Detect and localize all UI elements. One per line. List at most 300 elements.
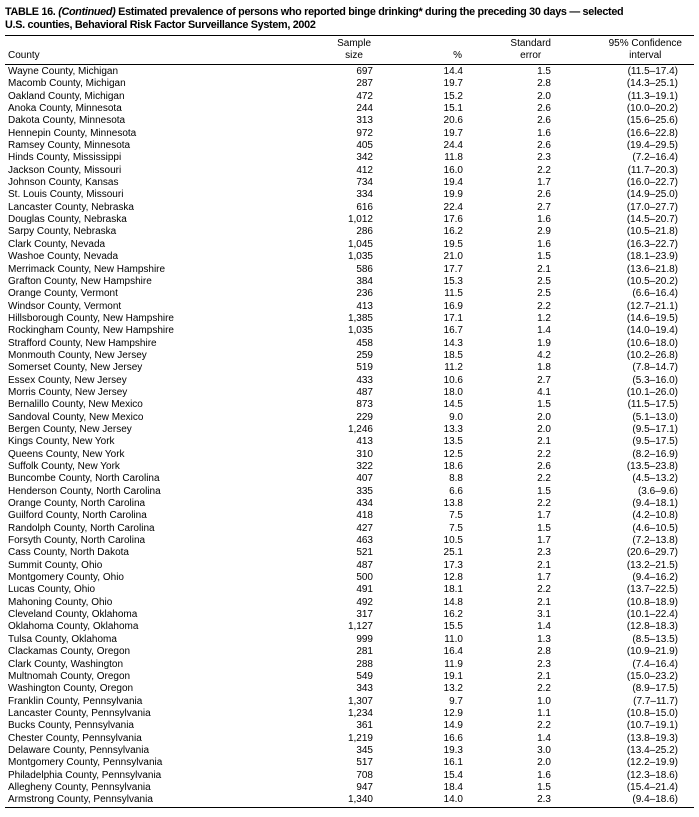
confidence-interval-cell: (5.3–16.0) xyxy=(632,374,678,386)
confidence-interval-cell: (8.5–13.5) xyxy=(632,633,678,645)
sample-size-cell: 1,035 xyxy=(347,325,373,337)
standard-error-header-line2: error xyxy=(520,49,542,61)
county-cell: Lucas County, Ohio xyxy=(8,584,96,596)
sample-size-cell: 407 xyxy=(356,473,373,485)
percent-cell: 19.4 xyxy=(443,177,463,189)
percent-cell: 15.1 xyxy=(443,103,463,115)
table-row xyxy=(5,313,694,325)
sample-size-column-header xyxy=(305,36,373,65)
percent-cell: 13.3 xyxy=(443,423,463,435)
sample-size-cell: 519 xyxy=(356,362,373,374)
standard-error-cell: 1.9 xyxy=(537,337,551,349)
sample-size-cell: 342 xyxy=(356,152,373,164)
county-cell: Orange County, North Carolina xyxy=(8,498,146,510)
percent-cell: 11.5 xyxy=(444,288,463,300)
county-cell: Monmouth County, New Jersey xyxy=(8,349,147,361)
standard-error-cell: 2.2 xyxy=(537,720,551,732)
standard-error-cell: 2.2 xyxy=(537,498,551,510)
standard-error-cell: 1.8 xyxy=(537,362,551,374)
percent-cell: 11.2 xyxy=(444,362,463,374)
county-cell: Sarpy County, Nebraska xyxy=(8,226,117,238)
county-cell: Ramsey County, Minnesota xyxy=(8,140,131,152)
confidence-interval-cell: (11.5–17.5) xyxy=(627,399,678,411)
confidence-interval-cell: (20.6–29.7) xyxy=(626,547,678,559)
percent-cell: 16.4 xyxy=(443,646,463,658)
confidence-interval-cell: (12.7–21.1) xyxy=(626,300,678,312)
table-row xyxy=(5,301,694,313)
percent-cell: 6.6 xyxy=(449,485,463,497)
table-row xyxy=(5,276,694,288)
table-header-row xyxy=(5,36,694,65)
percent-cell: 22.4 xyxy=(443,201,463,213)
confidence-interval-cell: (10.5–20.2) xyxy=(626,275,678,287)
county-cell: Wayne County, Michigan xyxy=(8,66,119,77)
percent-cell: 19.7 xyxy=(443,127,463,139)
confidence-interval-cell: (10.1–26.0) xyxy=(626,386,678,398)
confidence-interval-cell: (10.7–19.1) xyxy=(626,720,678,732)
county-cell: Orange County, Vermont xyxy=(8,288,118,300)
confidence-interval-cell: (14.5–20.7) xyxy=(626,214,678,226)
county-cell: Queens County, New York xyxy=(8,448,125,460)
standard-error-cell: 2.9 xyxy=(537,226,551,238)
county-cell: Clark County, Washington xyxy=(8,658,124,670)
percent-cell: 17.7 xyxy=(443,263,463,275)
table-row xyxy=(5,621,694,633)
county-cell: Bucks County, Pennsylvania xyxy=(8,720,134,732)
county-cell: Montgomery County, Pennsylvania xyxy=(8,757,163,769)
county-cell: Anoka County, Minnesota xyxy=(8,103,122,115)
county-cell: Clark County, Nevada xyxy=(8,238,106,250)
percent-cell: 13.2 xyxy=(443,683,463,695)
table-row xyxy=(5,584,694,596)
table-row xyxy=(5,189,694,201)
sample-size-cell: 1,219 xyxy=(347,732,373,744)
standard-error-cell: 1.6 xyxy=(537,238,551,250)
percent-cell: 19.9 xyxy=(443,189,463,201)
table-row xyxy=(5,226,694,238)
sample-size-cell: 413 xyxy=(356,436,373,448)
county-cell: Clackamas County, Oregon xyxy=(8,646,131,658)
confidence-interval-cell: (13.6–21.8) xyxy=(626,263,678,275)
standard-error-cell: 1.1 xyxy=(537,707,551,719)
percent-cell: 16.0 xyxy=(443,164,463,176)
county-cell: Buncombe County, North Carolina xyxy=(8,473,160,485)
standard-error-cell: 2.2 xyxy=(537,448,551,460)
standard-error-cell: 1.5 xyxy=(537,485,551,497)
percent-cell: 19.7 xyxy=(443,78,463,90)
table-row xyxy=(5,412,694,424)
standard-error-cell: 2.2 xyxy=(537,584,551,596)
sample-size-cell: 1,246 xyxy=(347,423,373,435)
confidence-interval-cell: (9.5–17.1) xyxy=(632,423,678,435)
standard-error-cell: 2.5 xyxy=(537,288,551,300)
percent-cell: 9.7 xyxy=(449,695,463,707)
sample-size-cell: 517 xyxy=(356,757,373,769)
confidence-interval-cell: (19.4–29.5) xyxy=(626,140,678,152)
sample-size-cell: 463 xyxy=(356,535,373,547)
standard-error-cell: 1.6 xyxy=(537,769,551,781)
sample-size-cell: 1,307 xyxy=(347,695,373,707)
table-title xyxy=(5,6,694,32)
standard-error-cell: 2.1 xyxy=(537,436,551,448)
confidence-interval-cell: (4.5–13.2) xyxy=(632,473,678,485)
percent-column-header: % xyxy=(373,36,463,65)
standard-error-cell: 1.0 xyxy=(537,695,551,707)
confidence-interval-cell: (15.0–23.2) xyxy=(626,670,678,682)
percent-cell: 11.0 xyxy=(444,633,463,645)
county-cell: Delaware County, Pennsylvania xyxy=(8,744,150,756)
percent-cell: 17.1 xyxy=(443,312,463,324)
table-row xyxy=(5,449,694,461)
standard-error-cell: 1.7 xyxy=(537,572,551,584)
confidence-interval-cell: (10.8–15.0) xyxy=(626,707,678,719)
sample-size-cell: 521 xyxy=(356,547,373,559)
percent-cell: 12.5 xyxy=(443,448,463,460)
confidence-interval-cell: (16.3–22.7) xyxy=(626,238,678,250)
standard-error-cell: 2.6 xyxy=(537,140,551,152)
table-row xyxy=(5,659,694,671)
percent-cell: 15.4 xyxy=(443,769,463,781)
confidence-interval-cell: (14.9–25.0) xyxy=(626,189,678,201)
standard-error-cell: 1.7 xyxy=(537,535,551,547)
sample-size-cell: 345 xyxy=(356,744,373,756)
sample-size-cell: 286 xyxy=(356,226,373,238)
table-row xyxy=(5,486,694,498)
standard-error-header-line1: Standard xyxy=(510,38,551,49)
confidence-interval-cell: (6.6–16.4) xyxy=(632,288,678,300)
table-row xyxy=(5,720,694,732)
standard-error-cell: 2.3 xyxy=(537,152,551,164)
county-cell: Grafton County, New Hampshire xyxy=(8,275,152,287)
county-cell: Oakland County, Michigan xyxy=(8,90,125,102)
table-row xyxy=(5,202,694,214)
table-row xyxy=(5,523,694,535)
percent-cell: 16.2 xyxy=(443,609,463,621)
percent-cell: 14.9 xyxy=(443,720,463,732)
table-row xyxy=(5,387,694,399)
standard-error-cell: 2.3 xyxy=(537,794,551,806)
sample-size-cell: 491 xyxy=(356,584,373,596)
county-cell: Henderson County, North Carolina xyxy=(8,485,161,497)
standard-error-cell: 2.3 xyxy=(537,547,551,559)
table-row xyxy=(5,399,694,411)
county-cell: Cass County, North Dakota xyxy=(8,547,129,559)
table-row xyxy=(5,128,694,140)
county-cell: Multnomah County, Oregon xyxy=(8,670,131,682)
table-row xyxy=(5,115,694,127)
standard-error-cell: 2.8 xyxy=(537,646,551,658)
confidence-interval-cell: (11.5–17.4) xyxy=(627,66,678,77)
percent-cell: 18.1 xyxy=(443,584,463,596)
county-cell: Lancaster County, Pennsylvania xyxy=(8,707,151,719)
sample-size-cell: 413 xyxy=(356,300,373,312)
table-row xyxy=(5,239,694,251)
table-row xyxy=(5,609,694,621)
standard-error-cell: 1.5 xyxy=(537,399,551,411)
table-row xyxy=(5,794,694,807)
sample-size-cell: 1,234 xyxy=(347,707,373,719)
table-row xyxy=(5,510,694,522)
table-row xyxy=(5,683,694,695)
standard-error-cell: 1.5 xyxy=(537,522,551,534)
percent-cell: 19.5 xyxy=(443,238,463,250)
sample-size-cell: 322 xyxy=(356,461,373,472)
table-row xyxy=(5,745,694,757)
standard-error-cell: 1.5 xyxy=(537,781,551,793)
table-row xyxy=(5,214,694,226)
sample-size-cell: 244 xyxy=(356,103,373,115)
county-cell: Summit County, Ohio xyxy=(8,559,103,571)
percent-cell: 10.5 xyxy=(443,535,463,547)
confidence-interval-cell: (13.5–23.8) xyxy=(626,461,678,472)
table-row xyxy=(5,696,694,708)
confidence-interval-cell: (10.0–20.2) xyxy=(626,103,678,115)
county-cell: Bergen County, New Jersey xyxy=(8,423,132,435)
county-cell: Philadelphia County, Pennsylvania xyxy=(8,769,162,781)
table-row xyxy=(5,708,694,720)
county-cell: Cleveland County, Oklahoma xyxy=(8,609,138,621)
county-cell: Sandoval County, New Mexico xyxy=(8,411,144,423)
confidence-interval-cell: (12.8–18.3) xyxy=(626,621,678,633)
table-row xyxy=(5,288,694,300)
sample-size-cell: 1,385 xyxy=(347,312,373,324)
standard-error-cell: 3.1 xyxy=(537,609,551,621)
percent-cell: 16.2 xyxy=(443,226,463,238)
table-row xyxy=(5,338,694,350)
confidence-interval-header-stack xyxy=(609,38,682,61)
county-cell: Merrimack County, New Hampshire xyxy=(8,263,166,275)
confidence-interval-cell: (3.6–9.6) xyxy=(637,485,678,497)
table-body xyxy=(5,65,694,808)
county-cell: Suffolk County, New York xyxy=(8,461,120,472)
county-cell: Macomb County, Michigan xyxy=(8,78,126,90)
sample-size-header-line1: Sample xyxy=(337,38,371,49)
percent-cell: 20.6 xyxy=(443,115,463,127)
sample-size-cell: 229 xyxy=(356,411,373,423)
confidence-interval-cell: (7.2–16.4) xyxy=(632,152,678,164)
table-row xyxy=(5,140,694,152)
standard-error-cell: 1.5 xyxy=(537,251,551,263)
confidence-interval-cell: (14.6–19.5) xyxy=(626,312,678,324)
sample-size-cell: 972 xyxy=(356,127,373,139)
confidence-interval-cell: (12.3–18.6) xyxy=(626,769,678,781)
standard-error-cell: 2.1 xyxy=(537,263,551,275)
county-cell: Oklahoma County, Oklahoma xyxy=(8,621,139,633)
table-row xyxy=(5,473,694,485)
confidence-interval-cell: (13.4–25.2) xyxy=(626,744,678,756)
sample-size-cell: 492 xyxy=(356,596,373,608)
standard-error-cell: 2.3 xyxy=(537,658,551,670)
confidence-interval-column-header xyxy=(551,36,694,65)
county-cell: Armstrong County, Pennsylvania xyxy=(8,794,153,806)
table-row xyxy=(5,177,694,189)
confidence-interval-cell: (10.5–21.8) xyxy=(626,226,678,238)
standard-error-cell: 2.2 xyxy=(537,300,551,312)
county-cell: Hillsborough County, New Hampshire xyxy=(8,312,174,324)
table-row xyxy=(5,461,694,473)
county-column-header: County xyxy=(5,36,305,65)
sample-size-cell: 412 xyxy=(356,164,373,176)
percent-cell: 9.0 xyxy=(449,411,463,423)
percent-cell: 15.3 xyxy=(443,275,463,287)
percent-cell: 16.9 xyxy=(443,300,463,312)
percent-cell: 15.5 xyxy=(443,621,463,633)
sample-size-cell: 1,045 xyxy=(347,238,373,250)
county-cell: Rockingham County, New Hampshire xyxy=(8,325,174,337)
table-row xyxy=(5,547,694,559)
percent-cell: 17.3 xyxy=(443,559,463,571)
table-row xyxy=(5,634,694,646)
county-cell: Washoe County, Nevada xyxy=(8,251,119,263)
confidence-interval-cell: (10.6–18.0) xyxy=(626,337,678,349)
standard-error-cell: 1.6 xyxy=(537,214,551,226)
standard-error-cell: 2.6 xyxy=(537,461,551,472)
standard-error-cell: 2.1 xyxy=(537,670,551,682)
table-row xyxy=(5,78,694,90)
confidence-interval-header-line1: 95% Confidence xyxy=(608,38,682,49)
county-cell: Morris County, New Jersey xyxy=(8,386,128,398)
sample-size-cell: 236 xyxy=(356,288,373,300)
sample-size-cell: 384 xyxy=(356,275,373,287)
table-row xyxy=(5,757,694,769)
percent-cell: 24.4 xyxy=(443,140,463,152)
standard-error-cell: 2.7 xyxy=(537,201,551,213)
sample-size-cell: 500 xyxy=(356,572,373,584)
percent-cell: 16.7 xyxy=(443,325,463,337)
standard-error-cell: 2.0 xyxy=(537,411,551,423)
percent-cell: 8.8 xyxy=(449,473,463,485)
confidence-interval-cell: (8.9–17.5) xyxy=(632,683,678,695)
standard-error-cell: 1.4 xyxy=(537,325,551,337)
county-cell: St. Louis County, Missouri xyxy=(8,189,124,201)
county-cell: Somerset County, New Jersey xyxy=(8,362,143,374)
standard-error-cell: 2.6 xyxy=(537,103,551,115)
county-cell: Tulsa County, Oklahoma xyxy=(8,633,117,645)
table-row xyxy=(5,424,694,436)
sample-size-cell: 947 xyxy=(356,781,373,793)
standard-error-cell: 3.0 xyxy=(537,744,551,756)
sample-size-cell: 259 xyxy=(356,349,373,361)
county-cell: Allegheny County, Pennsylvania xyxy=(8,781,151,793)
confidence-interval-cell: (4.6–10.5) xyxy=(632,522,678,534)
confidence-interval-cell: (16.0–22.7) xyxy=(626,177,678,189)
sample-size-cell: 313 xyxy=(356,115,373,127)
percent-cell: 11.8 xyxy=(444,152,463,164)
sample-size-cell: 1,035 xyxy=(347,251,373,263)
sample-size-cell: 549 xyxy=(356,670,373,682)
confidence-interval-cell: (5.1–13.0) xyxy=(632,411,678,423)
percent-cell: 12.9 xyxy=(443,707,463,719)
standard-error-cell: 2.2 xyxy=(537,683,551,695)
sample-size-cell: 405 xyxy=(356,140,373,152)
percent-cell: 13.8 xyxy=(443,498,463,510)
standard-error-cell: 2.8 xyxy=(537,78,551,90)
confidence-interval-cell: (14.0–19.4) xyxy=(626,325,678,337)
table-row xyxy=(5,103,694,115)
percent-cell: 17.6 xyxy=(443,214,463,226)
county-cell: Mahoning County, Ohio xyxy=(8,596,113,608)
standard-error-cell: 1.7 xyxy=(537,177,551,189)
confidence-interval-cell: (9.4–18.6) xyxy=(632,794,678,806)
confidence-interval-cell: (11.3–19.1) xyxy=(627,90,678,102)
table-row xyxy=(5,671,694,683)
county-cell: Johnson County, Kansas xyxy=(8,177,119,189)
confidence-interval-cell: (15.6–25.6) xyxy=(626,115,678,127)
standard-error-cell: 4.1 xyxy=(537,386,551,398)
standard-error-cell: 1.5 xyxy=(537,66,551,77)
sample-size-cell: 334 xyxy=(356,189,373,201)
percent-cell: 19.3 xyxy=(443,744,463,756)
table-title-line1 xyxy=(5,6,694,19)
sample-size-cell: 343 xyxy=(356,683,373,695)
sample-size-cell: 999 xyxy=(356,633,373,645)
confidence-interval-cell: (10.2–26.8) xyxy=(626,349,678,361)
table-row xyxy=(5,436,694,448)
table-row xyxy=(5,572,694,584)
county-cell: Dakota County, Minnesota xyxy=(8,115,126,127)
sample-size-cell: 708 xyxy=(356,769,373,781)
confidence-interval-cell: (11.7–20.3) xyxy=(627,164,678,176)
table-row xyxy=(5,165,694,177)
sample-size-cell: 433 xyxy=(356,374,373,386)
percent-cell: 25.1 xyxy=(443,547,463,559)
percent-cell: 14.8 xyxy=(443,596,463,608)
title-continued: (Continued) xyxy=(58,6,116,18)
percent-cell: 12.8 xyxy=(443,572,463,584)
standard-error-cell: 2.5 xyxy=(537,275,551,287)
sample-size-cell: 873 xyxy=(356,399,373,411)
prevalence-table xyxy=(5,35,694,808)
county-cell: Douglas County, Nebraska xyxy=(8,214,127,226)
county-cell: Jackson County, Missouri xyxy=(8,164,122,176)
standard-error-cell: 2.2 xyxy=(537,164,551,176)
percent-cell: 19.1 xyxy=(443,670,463,682)
confidence-interval-cell: (9.4–18.1) xyxy=(632,498,678,510)
county-cell: Franklin County, Pennsylvania xyxy=(8,695,143,707)
table-row xyxy=(5,646,694,658)
percent-cell: 18.0 xyxy=(443,386,463,398)
table-row xyxy=(5,498,694,510)
confidence-interval-cell: (7.7–11.7) xyxy=(633,695,678,707)
standard-error-cell: 1.4 xyxy=(537,621,551,633)
confidence-interval-cell: (10.1–22.4) xyxy=(626,609,678,621)
standard-error-cell: 2.0 xyxy=(537,757,551,769)
table-number: TABLE 16. xyxy=(5,6,56,18)
table-row xyxy=(5,560,694,572)
percent-cell: 18.4 xyxy=(443,781,463,793)
confidence-interval-cell: (10.8–18.9) xyxy=(626,596,678,608)
standard-error-cell: 2.1 xyxy=(537,559,551,571)
percent-cell: 13.5 xyxy=(443,436,463,448)
table-row xyxy=(5,65,694,79)
title-text: Estimated prevalence of persons who reported binge drinking* during the preceding 30 days — selected xyxy=(118,6,624,18)
confidence-interval-cell: (7.8–14.7) xyxy=(632,362,678,374)
table-row xyxy=(5,535,694,547)
sample-size-cell: 586 xyxy=(356,263,373,275)
county-cell: Hinds County, Mississippi xyxy=(8,152,122,164)
confidence-interval-cell: (15.4–21.4) xyxy=(626,781,678,793)
sample-size-cell: 418 xyxy=(356,510,373,522)
standard-error-header-stack xyxy=(510,38,551,61)
standard-error-cell: 1.3 xyxy=(537,633,551,645)
percent-cell: 14.5 xyxy=(443,399,463,411)
county-cell: Strafford County, New Hampshire xyxy=(8,337,157,349)
sample-size-cell: 472 xyxy=(356,90,373,102)
standard-error-cell: 1.7 xyxy=(537,510,551,522)
sample-size-cell: 487 xyxy=(356,386,373,398)
standard-error-cell: 1.6 xyxy=(537,127,551,139)
county-cell: Guilford County, North Carolina xyxy=(8,510,147,522)
